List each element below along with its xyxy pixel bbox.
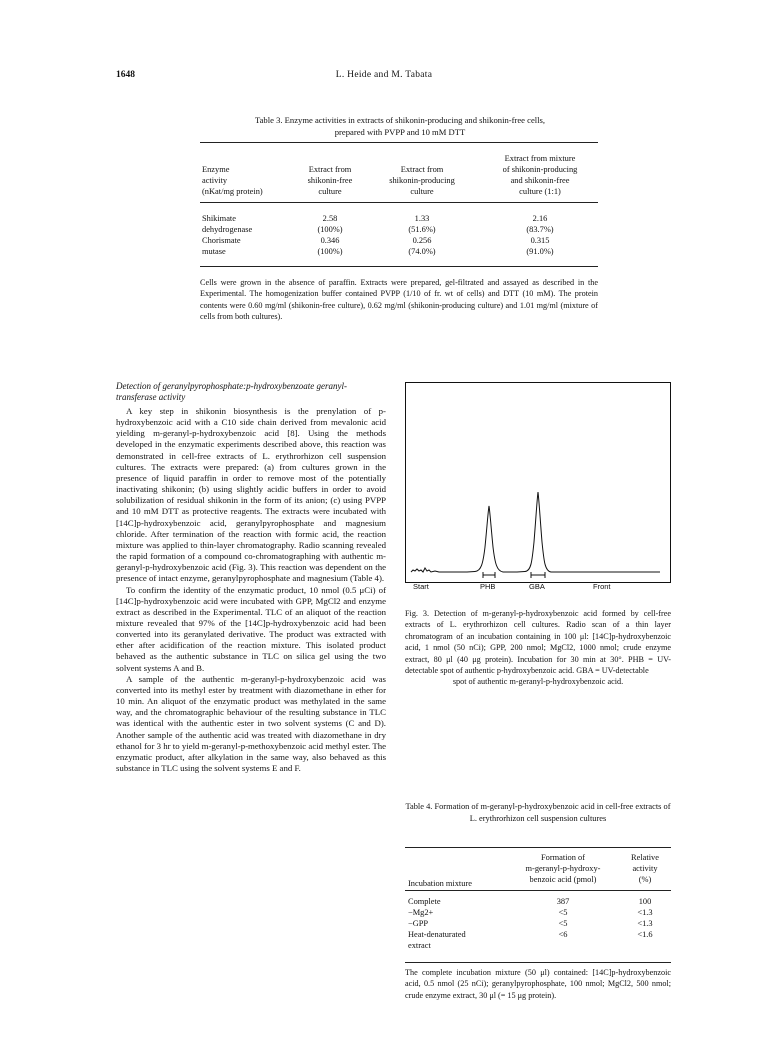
body-text	[116, 406, 386, 774]
section-heading: Detection of geranylpyrophosphate:p-hydroxybenzoate geranyl-transferase activity	[116, 381, 348, 403]
table-cell: <1.6	[637, 930, 653, 939]
table4-note: The complete incubation mixture (50 μl) contained: [14C]p-hydroxybenzoic acid, 0.5 nmol (25 nCi); geranylpyrophosphate, 100 nmol; MgCl2, 500 nmol; crude enzyme extract, 30 μl (= 15 μg protein).	[405, 968, 671, 1000]
table-row: dehydrogenase (100%) (51.6%) (83.7%)	[202, 225, 554, 234]
table3-col2-header: Extract from shikonin-producing culture	[389, 165, 455, 196]
table-row: Complete 387 100	[408, 897, 652, 906]
table-row	[408, 918, 671, 929]
table3-header-rule	[200, 202, 598, 203]
figure3-frame	[406, 383, 671, 583]
label-front: Front	[593, 582, 611, 591]
figure3-caption-text: Fig. 3. Detection of m-geranyl-p-hydroxybenzoic acid formed by cell-free extracts of L. erythrorhizon cell cultures. Radio scan of a thin layer chromatogram of an incubation containing in 100 μl: [14C]p-hydroxybenzoic acid, 1 nmol (50 nCi); GPP, 200 nmol; MgCl2, 1000 nmol; crude enzyme extract, 80 μl (40 μg protein). Incubation for 30 min at 30°. PHB = UV-detectable spot of authentic p-hydroxybenzoic acid. GBA = UV-detectable	[405, 609, 671, 676]
table-row: −Mg2+ <5 <1.3	[408, 908, 653, 917]
table3-top-rule	[200, 142, 598, 143]
table-cell: <5	[558, 919, 568, 928]
label-phb: PHB	[480, 582, 496, 591]
table3-body	[202, 213, 600, 257]
figure3-caption-last: spot of authentic m-geranyl-p-hydroxybenzoic acid.	[452, 677, 624, 687]
paragraph-3: A sample of the authentic m-geranyl-p-hydroxybenzoic acid was converted into its methyl ester by treatment with diazomethane in ether for 10 min. An aliquot of the enzymatic product was methylated in the same way, and the chromatographic behaviour of the resulting substance in TLC was identical with the authentic ester in two solvent systems (C and D). Another sample of the authentic acid was treated with diazomethane in dry ethanol for 3 hr to yield m-geranyl-p-methoxybenzoic acid methyl ester. The enzymatic product, after alkylation in the same way, also behaved as this substance in TLC using the solvent systems E and F.	[116, 673, 386, 773]
table3-col3-header: Extract from mixture of shikonin-producing and shikonin-free culture (1:1)	[502, 154, 578, 196]
table4-col0-header: Incubation mixture	[408, 879, 472, 888]
table-cell: extract	[408, 941, 431, 950]
table3-col0-header: Enzyme activity (nKat/mg protein)	[202, 165, 263, 196]
figure3-caption	[405, 608, 671, 688]
table3-caption-line1: Table 3. Enzyme activities in extracts of shikonin-producing and shikonin-free cells,	[254, 115, 546, 125]
table4-body	[408, 896, 671, 907]
table4-col1-header: Formation of m-geranyl-p-hydroxy- benzoic acid (pmol)	[525, 853, 601, 884]
marker-gba	[531, 572, 545, 578]
table-row: Shikimate 2.58 1.33 2.16	[202, 214, 548, 223]
label-gba: GBA	[529, 582, 545, 591]
radio-scan-trace	[411, 492, 660, 572]
table4-body-rest	[408, 907, 671, 951]
table3-bottom-rule	[200, 266, 598, 267]
table3-note: Cells were grown in the absence of paraffin. Extracts were prepared, gel-filtrated and assayed as described in the Experimental. The homogenization buffer contained PVPP (1/10 of fr. wt of cells) and DTT (10 mM). The protein contents were 0.60 mg/ml (shikonin-free culture), 0.62 mg/ml (shikonin-producing culture) and 1.01 mg/ml (mixture of cells from both cultures).	[200, 278, 598, 321]
marker-phb	[483, 572, 495, 578]
figure3-radio-scan	[405, 382, 671, 592]
table4-col2-header: Relative activity (%)	[631, 853, 659, 884]
table-cell: Heat-denaturated	[408, 930, 466, 939]
table-row	[408, 929, 671, 940]
page-number: 1648	[116, 70, 135, 80]
paragraph-1: A key step in shikonin biosynthesis is the prenylation of p-hydroxybenzoic acid with a C10 side chain derived from mevalonic acid yielding m-geranyl-p-hydroxybenzoic acid [8]. Using the methods developed in the enzymatic experiments described above, this reaction was demonstrated in cell-free extracts of L. erythrorhizon cell suspension cultures. The extracts were prepared: (a) from cultures grown in the presence of liquid paraffin in order to remove most of the potentially inactivating shikonin; (b) using slightly acidic buffers in order to avoid solubilization of residual shikonin in the form of its anion; (c) using PVPP and 10 mM DTT as protective reagents. The extracts were incubated with [14C]p-hydroxybenzoic acid, geranylpyrophosphate and magnesium chloride. After termination of the reaction with formic acid, the reaction mixture was applied to thin-layer chromatography. Radio scanning revealed the rapid formation of a compound co-chromatographing with authentic m-geranyl-p-hydroxybenzoic acid (Fig. 3). This reaction was dependent on the presence of intact enzyme, geranylpyrophosphate and magnesium (Table 4).	[116, 406, 386, 584]
running-title: L. Heide and M. Tabata	[335, 70, 433, 80]
table3-caption-line2: prepared with PVPP and 10 mM DTT	[334, 127, 466, 137]
table-cell: <1.3	[637, 919, 653, 928]
table4-top-rule	[405, 847, 671, 848]
table-row: Chorismate 0.346 0.256 0.315	[202, 236, 550, 245]
paragraph-2: To confirm the identity of the enzymatic product, 10 nmol (0.5 μCi) of [14C]p-hydroxybenzoic acid were incubated with GPP, MgCl2 and enzyme extract as described in the Experimental. TLC of an aliquot of the reaction mixture revealed that 97% of the [14C]p-hydroxybenzoic acid had been converted into its geranylated derivative. The product was extracted with ether after acidification of the reaction mixture. This isolated product behaved as the authentic substance in TLC on silica gel using the two solvent systems A and B.	[116, 584, 386, 673]
table-cell: <6	[558, 930, 568, 939]
table3-col1-header: Extract from shikonin-free culture	[307, 165, 353, 196]
table3-caption	[200, 114, 600, 138]
table4-caption: Table 4. Formation of m-geranyl-p-hydroxybenzoic acid in cell-free extracts of L. erythrorhizon cell suspension cultures	[405, 802, 671, 823]
table-cell: −GPP	[408, 919, 429, 928]
label-start: Start	[413, 582, 429, 591]
table4-header-rule	[405, 890, 671, 891]
table-row	[408, 940, 671, 951]
table-row: mutase (100%) (74.0%) (91.0%)	[202, 247, 554, 256]
table4-bottom-rule	[405, 962, 671, 963]
figure3-svg	[405, 382, 671, 592]
